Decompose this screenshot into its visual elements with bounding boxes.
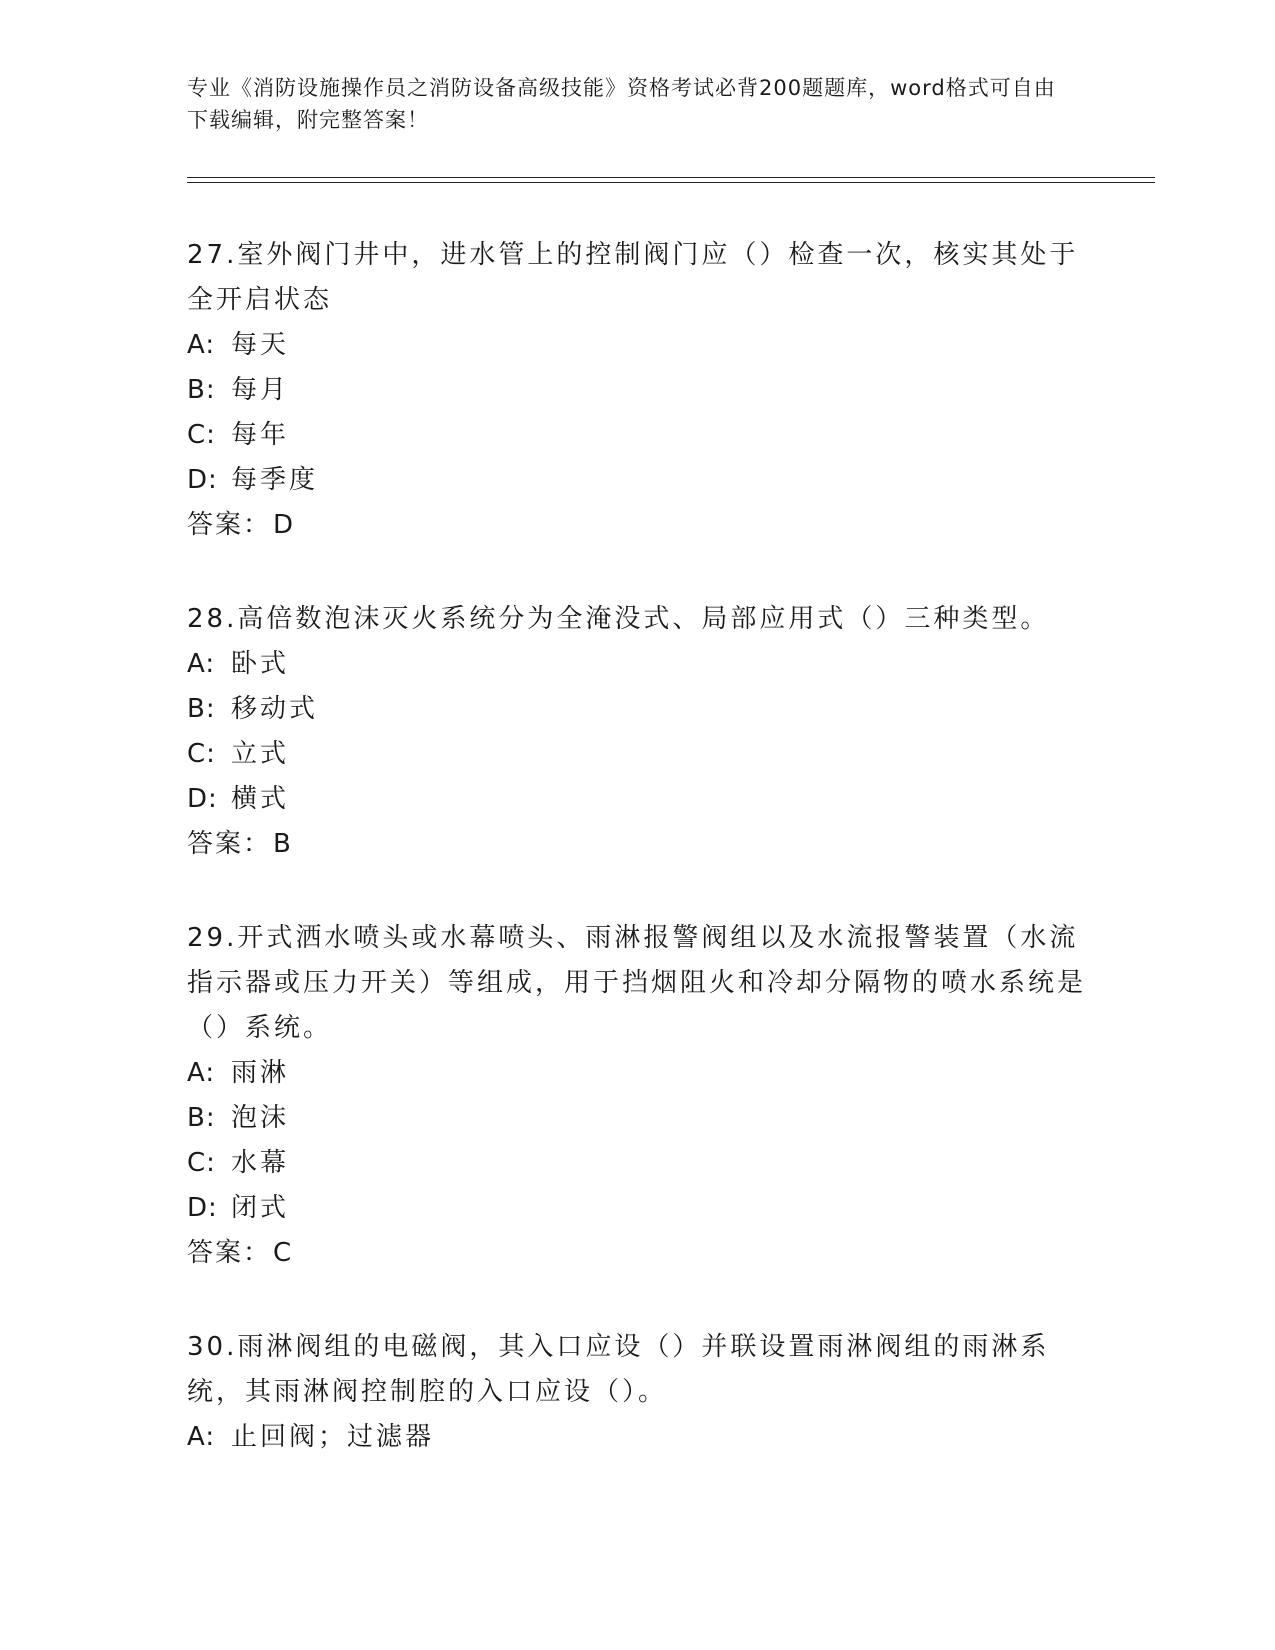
option-text: 闭式: [231, 1193, 290, 1223]
option-text: 雨淋: [231, 1058, 290, 1088]
option-letter: C:: [187, 1148, 216, 1178]
option-d: [187, 1186, 1087, 1231]
option-letter: C:: [187, 420, 216, 450]
question-stem: 27.室外阀门井中，进水管上的控制阀门应（）检查一次，核实其处于全开启状态: [187, 240, 1079, 315]
option-text: 移动式: [231, 694, 319, 724]
option-letter: D:: [187, 784, 218, 814]
option-d: [187, 458, 1087, 503]
question-30: [187, 1325, 1087, 1460]
question-stem: 30.雨淋阀组的电磁阀，其入口应设（）并联设置雨淋阀组的雨淋系统，其雨淋阀控制腔的入口应设（）。: [187, 1332, 1050, 1407]
option-text: 每季度: [231, 465, 319, 495]
answer-value: D: [273, 510, 296, 540]
question-28: [187, 597, 1087, 867]
option-letter: A:: [187, 330, 216, 360]
option-text: 立式: [231, 739, 290, 769]
document-header: 专业《消防设施操作员之消防设备高级技能》资格考试必背200题题库，word格式可自由下载编辑，附完整答案！: [187, 76, 1056, 132]
option-text: 每天: [231, 330, 290, 360]
question-stem: 28.高倍数泡沫灭火系统分为全淹没式、局部应用式（）三种类型。: [187, 604, 1050, 634]
question-stem: 29.开式洒水喷头或水幕喷头、雨淋报警阀组以及水流报警装置（水流指示器或压力开关）等组成，用于挡烟阻火和冷却分隔物的喷水系统是（）系统。: [187, 923, 1087, 1043]
option-letter: B:: [187, 694, 216, 724]
option-letter: D:: [187, 465, 218, 495]
option-letter: B:: [187, 375, 216, 405]
header-divider-top: [187, 177, 1155, 178]
option-text: 水幕: [231, 1148, 290, 1178]
option-text: 泡沫: [231, 1103, 290, 1133]
option-text: 卧式: [231, 649, 290, 679]
option-b: [187, 687, 1087, 732]
option-letter: C:: [187, 739, 216, 769]
option-letter: B:: [187, 1103, 216, 1133]
answer-label: 答案：: [187, 829, 272, 859]
option-b: [187, 1096, 1087, 1141]
option-letter: A:: [187, 1058, 216, 1088]
option-text: 止回阀；过滤器: [231, 1422, 435, 1452]
option-letter: A:: [187, 1422, 216, 1452]
option-a: [187, 323, 1087, 368]
option-a: [187, 642, 1087, 687]
option-b: [187, 368, 1087, 413]
answer-value: B: [273, 829, 293, 859]
answer-line: [187, 822, 1087, 867]
option-c: [187, 413, 1087, 458]
option-text: 每月: [231, 375, 290, 405]
option-c: [187, 732, 1087, 777]
option-d: [187, 777, 1087, 822]
question-29: [187, 916, 1087, 1276]
option-text: 每年: [231, 420, 290, 450]
option-letter: D:: [187, 1193, 218, 1223]
answer-label: 答案：: [187, 510, 272, 540]
option-a: [187, 1415, 1087, 1460]
answer-line: [187, 503, 1087, 548]
option-a: [187, 1051, 1087, 1096]
header-divider-bottom: [187, 182, 1155, 183]
answer-label: 答案：: [187, 1238, 272, 1268]
option-text: 横式: [231, 784, 290, 814]
answer-value: C: [273, 1238, 294, 1268]
option-letter: A:: [187, 649, 216, 679]
answer-line: [187, 1231, 1087, 1276]
option-c: [187, 1141, 1087, 1186]
question-27: [187, 233, 1087, 548]
